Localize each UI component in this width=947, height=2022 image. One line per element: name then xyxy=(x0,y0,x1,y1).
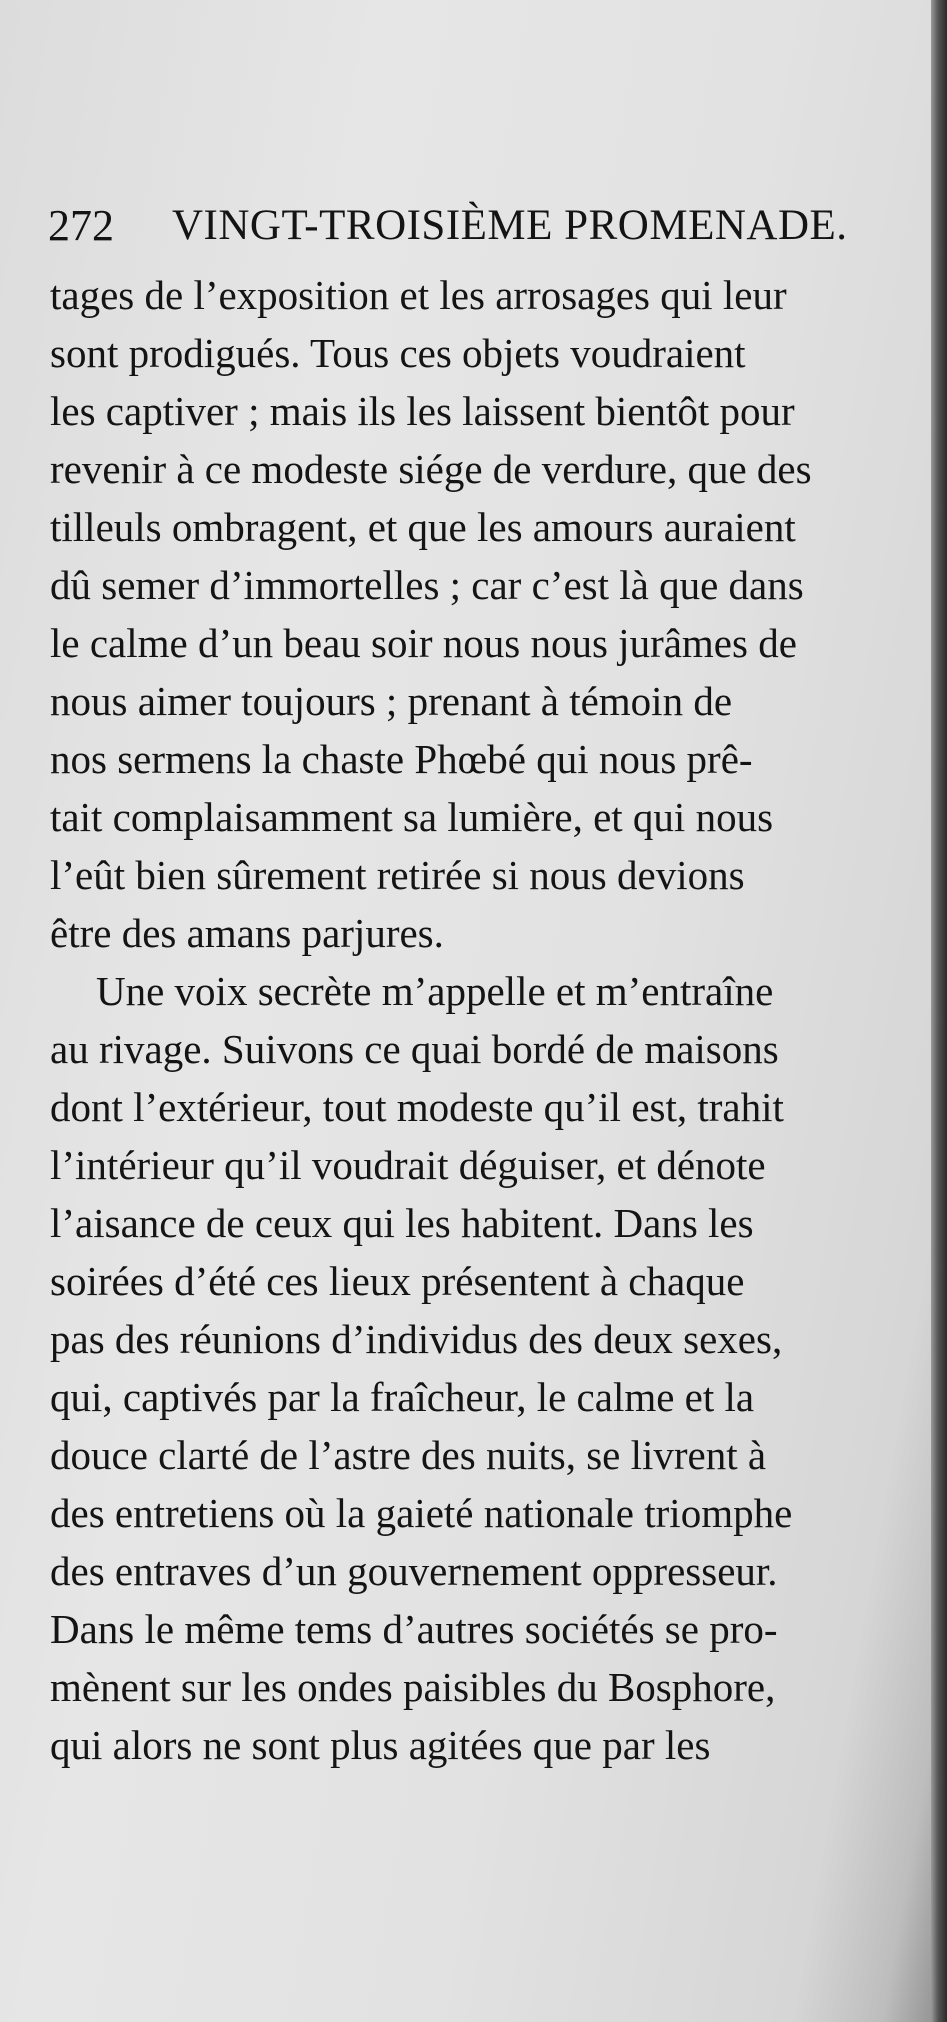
text-line: soirées d’été ces lieux présentent à chaque xyxy=(50,1258,745,1304)
paragraph-start-line: Une voix secrète m’appelle et m’entraîne xyxy=(96,968,774,1014)
text-line: les captiver ; mais ils les laissent bientôt pour xyxy=(50,388,795,434)
text-line: l’intérieur qu’il voudrait déguiser, et dénote xyxy=(50,1142,766,1188)
text-line: Dans le même tems d’autres sociétés se pro- xyxy=(50,1606,778,1652)
page-header xyxy=(48,196,848,252)
text-line: pas des réunions d’individus des deux sexes, xyxy=(50,1316,783,1362)
text-line: des entraves d’un gouvernement oppresseur. xyxy=(50,1548,778,1594)
text-line: mènent sur les ondes paisibles du Bosphore, xyxy=(50,1664,776,1710)
text-line: l’aisance de ceux qui les habitent. Dans les xyxy=(50,1200,754,1246)
text-line: l’eût bien sûrement retirée si nous devions xyxy=(50,852,745,898)
text-line: qui alors ne sont plus agitées que par les xyxy=(50,1722,711,1768)
text-line: tages de l’exposition et les arrosages qui leur xyxy=(50,272,787,318)
text-line: nos sermens la chaste Phœbé qui nous prê- xyxy=(50,736,753,782)
text-line: des entretiens où la gaieté nationale triomphe xyxy=(50,1490,793,1536)
body-text xyxy=(50,266,940,1774)
text-line: au rivage. Suivons ce quai bordé de maisons xyxy=(50,1026,779,1072)
page-number: 272 xyxy=(48,201,114,250)
running-head: VINGT-TROISIÈME PROMENADE. xyxy=(172,202,848,249)
page-edge-shadow xyxy=(931,0,947,2022)
text-line: dont l’extérieur, tout modeste qu’il est, trahit xyxy=(50,1084,784,1130)
text-line: qui, captivés par la fraîcheur, le calme et la xyxy=(50,1374,755,1420)
text-line: sont prodigués. Tous ces objets voudraient xyxy=(50,330,746,376)
text-line: douce clarté de l’astre des nuits, se livrent à xyxy=(50,1432,767,1478)
text-line: tait complaisamment sa lumière, et qui nous xyxy=(50,794,774,840)
text-line: nous aimer toujours ; prenant à témoin de xyxy=(50,678,733,724)
text-line: dû semer d’immortelles ; car c’est là que dans xyxy=(50,562,804,608)
text-line: tilleuls ombragent, et que les amours auraient xyxy=(50,504,796,550)
text-line: revenir à ce modeste siége de verdure, que des xyxy=(50,446,812,492)
text-line: être des amans parjures. xyxy=(50,910,444,956)
text-line: le calme d’un beau soir nous nous jurâmes de xyxy=(50,620,797,666)
